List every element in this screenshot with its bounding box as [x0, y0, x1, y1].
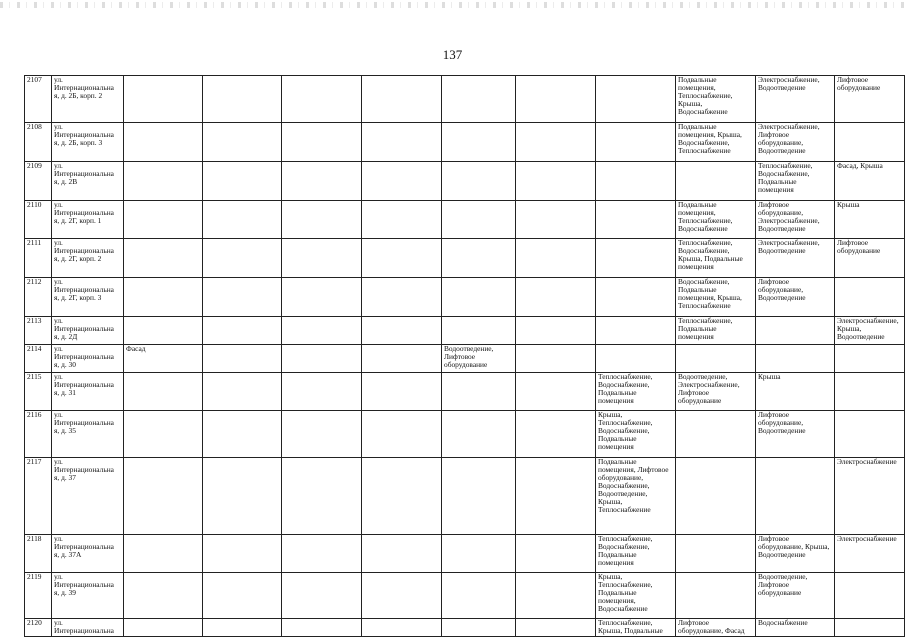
work-type-cell — [596, 278, 676, 317]
table-row — [25, 619, 905, 637]
work-type-cell — [124, 619, 203, 637]
work-type-cell — [203, 345, 282, 373]
address-cell: ул. Интернациональна — [52, 619, 124, 637]
work-type-cell — [362, 345, 442, 373]
address-cell: ул. Интернациональна я, д. 39 — [52, 573, 124, 619]
work-type-cell: Фасад — [124, 345, 203, 373]
work-type-cell — [282, 411, 362, 458]
row-number: 2116 — [25, 411, 52, 458]
work-type-cell: Лифтовое оборудование, Крыша, Водоотведение — [756, 535, 835, 573]
work-type-cell — [442, 317, 516, 345]
work-type-cell — [442, 573, 516, 619]
row-number: 2109 — [25, 162, 52, 201]
work-type-cell — [442, 123, 516, 162]
work-type-cell: Лифтовое оборудование, Электроснабжение, Водоотведение — [756, 201, 835, 239]
work-type-cell: Электроснабжение — [835, 535, 905, 573]
work-type-cell: Теплоснабжение, Водоснабжение, Подвальные помещения — [596, 535, 676, 573]
work-type-cell — [124, 317, 203, 345]
work-type-cell — [516, 162, 596, 201]
address-cell: ул. Интернациональна я, д. 2В — [52, 162, 124, 201]
work-type-cell — [516, 458, 596, 535]
address-cell: ул. Интернациональна я, д. 2Г, корп. 2 — [52, 239, 124, 278]
work-type-cell — [362, 201, 442, 239]
row-number: 2119 — [25, 573, 52, 619]
work-type-cell: Крыша, Теплоснабжение, Подвальные помещения, Водоснабжение — [596, 573, 676, 619]
work-type-cell: Электроснабжение, Крыша, Водоотведение — [835, 317, 905, 345]
work-type-cell — [596, 317, 676, 345]
address-cell: ул. Интернациональна я, д. 37 — [52, 458, 124, 535]
work-type-cell — [756, 458, 835, 535]
row-number: 2115 — [25, 373, 52, 411]
work-type-cell — [203, 458, 282, 535]
work-type-cell — [516, 123, 596, 162]
work-type-cell: Электроснабжение, Водоотведение — [756, 76, 835, 123]
work-type-cell — [596, 123, 676, 162]
row-number: 2107 — [25, 76, 52, 123]
work-type-cell — [676, 345, 756, 373]
address-cell: ул. Интернациональна я, д. 37А — [52, 535, 124, 573]
work-type-cell — [282, 239, 362, 278]
work-type-cell — [203, 535, 282, 573]
work-type-cell: Подвальные помещения, Лифтовое оборудование, Водоснабжение, Водоотведение, Крыша, Теплоснабжение — [596, 458, 676, 535]
work-type-cell — [124, 573, 203, 619]
work-type-cell: Электроснабжение, Лифтовое оборудование, Водоотведение — [756, 123, 835, 162]
address-cell: ул. Интернациональна я, д. 2Г, корп. 3 — [52, 278, 124, 317]
work-type-cell — [835, 278, 905, 317]
row-number: 2110 — [25, 201, 52, 239]
work-type-cell — [362, 373, 442, 411]
work-type-cell — [442, 201, 516, 239]
table-row — [25, 278, 905, 317]
work-type-cell — [282, 317, 362, 345]
work-type-cell — [516, 201, 596, 239]
work-type-cell — [203, 162, 282, 201]
work-type-cell — [516, 345, 596, 373]
work-type-cell — [124, 201, 203, 239]
address-cell: ул. Интернациональна я, д. 35 — [52, 411, 124, 458]
work-type-cell — [676, 162, 756, 201]
address-cell: ул. Интернациональна я, д. 2Г, корп. 1 — [52, 201, 124, 239]
work-type-cell: Лифтовое оборудование, Фасад — [676, 619, 756, 637]
row-number: 2114 — [25, 345, 52, 373]
work-type-cell — [442, 535, 516, 573]
work-type-cell — [124, 411, 203, 458]
table-row — [25, 239, 905, 278]
work-type-cell — [282, 458, 362, 535]
address-cell: ул. Интернациональна я, д. 30 — [52, 345, 124, 373]
work-type-cell: Электроснабжение — [835, 458, 905, 535]
work-type-cell — [124, 123, 203, 162]
work-type-cell — [124, 373, 203, 411]
scan-edge-noise — [0, 2, 905, 8]
work-type-cell — [362, 619, 442, 637]
work-type-cell — [676, 458, 756, 535]
work-type-cell — [596, 239, 676, 278]
work-type-cell: Теплоснабжение, Подвальные помещения — [676, 317, 756, 345]
work-type-cell — [516, 76, 596, 123]
table-row — [25, 411, 905, 458]
work-type-cell — [362, 535, 442, 573]
work-type-cell: Теплоснабжение, Водоснабжение, Подвальные помещения — [756, 162, 835, 201]
work-type-cell — [835, 345, 905, 373]
work-type-cell — [282, 123, 362, 162]
work-type-cell: Лифтовое оборудование — [835, 239, 905, 278]
work-type-cell — [442, 278, 516, 317]
work-type-cell — [676, 411, 756, 458]
repair-register-table — [24, 75, 905, 637]
work-type-cell — [516, 317, 596, 345]
table-row — [25, 373, 905, 411]
work-type-cell: Фасад, Крыша — [835, 162, 905, 201]
address-cell: ул. Интернациональна я, д. 2Д — [52, 317, 124, 345]
work-type-cell — [676, 573, 756, 619]
table-row — [25, 535, 905, 573]
work-type-cell — [124, 278, 203, 317]
work-type-cell — [362, 162, 442, 201]
work-type-cell: Крыша, Теплоснабжение, Водоснабжение, Подвальные помещения — [596, 411, 676, 458]
work-type-cell — [203, 619, 282, 637]
table-row — [25, 458, 905, 535]
work-type-cell — [516, 373, 596, 411]
row-number: 2113 — [25, 317, 52, 345]
work-type-cell: Водоснабжение — [756, 619, 835, 637]
work-type-cell — [442, 162, 516, 201]
work-type-cell — [516, 278, 596, 317]
work-type-cell — [835, 373, 905, 411]
work-type-cell — [124, 76, 203, 123]
work-type-cell: Теплоснабжение, Крыша, Подвальные — [596, 619, 676, 637]
work-type-cell — [442, 458, 516, 535]
table-row — [25, 201, 905, 239]
work-type-cell — [282, 373, 362, 411]
work-type-cell: Лифтовое оборудование — [835, 76, 905, 123]
work-type-cell — [835, 411, 905, 458]
work-type-cell — [835, 619, 905, 637]
work-type-cell — [362, 278, 442, 317]
address-cell: ул. Интернациональна я, д. 2Б, корп. 3 — [52, 123, 124, 162]
work-type-cell — [203, 239, 282, 278]
work-type-cell — [124, 535, 203, 573]
work-type-cell — [282, 278, 362, 317]
work-type-cell — [362, 317, 442, 345]
row-number: 2108 — [25, 123, 52, 162]
work-type-cell — [282, 162, 362, 201]
work-type-cell — [282, 345, 362, 373]
work-type-cell: Водоотведение, Лифтовое оборудование — [442, 345, 516, 373]
work-type-cell — [596, 345, 676, 373]
work-type-cell — [442, 239, 516, 278]
row-number: 2111 — [25, 239, 52, 278]
work-type-cell — [203, 201, 282, 239]
table-row — [25, 76, 905, 123]
row-number: 2118 — [25, 535, 52, 573]
work-type-cell — [282, 619, 362, 637]
row-number: 2120 — [25, 619, 52, 637]
work-type-cell — [516, 239, 596, 278]
work-type-cell — [516, 573, 596, 619]
work-type-cell — [442, 411, 516, 458]
address-cell: ул. Интернациональна я, д. 2Б, корп. 2 — [52, 76, 124, 123]
work-type-cell — [362, 411, 442, 458]
work-type-cell — [124, 239, 203, 278]
work-type-cell: Подвальные помещения, Теплоснабжение, Водоснабжение — [676, 201, 756, 239]
work-type-cell — [203, 373, 282, 411]
work-type-cell — [442, 373, 516, 411]
work-type-cell — [596, 76, 676, 123]
table-row — [25, 573, 905, 619]
work-type-cell — [203, 278, 282, 317]
work-type-cell — [516, 535, 596, 573]
work-type-cell — [203, 123, 282, 162]
work-type-cell: Электроснабжение, Водоотведение — [756, 239, 835, 278]
table-row — [25, 317, 905, 345]
work-type-cell — [362, 458, 442, 535]
work-type-cell: Крыша — [835, 201, 905, 239]
work-type-cell: Подвальные помещения, Теплоснабжение, Крыша, Водоснабжение — [676, 76, 756, 123]
work-type-cell — [203, 317, 282, 345]
table-row — [25, 345, 905, 373]
work-type-cell — [516, 619, 596, 637]
work-type-cell — [676, 535, 756, 573]
work-type-cell: Водоотведение, Электроснабжение, Лифтовое оборудование — [676, 373, 756, 411]
work-type-cell — [516, 411, 596, 458]
work-type-cell — [835, 573, 905, 619]
work-type-cell: Лифтовое оборудование, Водоотведение — [756, 278, 835, 317]
work-type-cell — [362, 573, 442, 619]
work-type-cell — [362, 239, 442, 278]
work-type-cell — [596, 162, 676, 201]
work-type-cell: Крыша — [756, 373, 835, 411]
work-type-cell — [124, 458, 203, 535]
work-type-cell — [756, 317, 835, 345]
work-type-cell: Водоотведение, Лифтовое оборудование — [756, 573, 835, 619]
work-type-cell — [282, 535, 362, 573]
work-type-cell — [282, 573, 362, 619]
work-type-cell — [203, 76, 282, 123]
work-type-cell: Лифтовое оборудование, Водоотведение — [756, 411, 835, 458]
work-type-cell — [756, 345, 835, 373]
work-type-cell — [362, 76, 442, 123]
row-number: 2112 — [25, 278, 52, 317]
work-type-cell — [362, 123, 442, 162]
work-type-cell — [442, 76, 516, 123]
table-row — [25, 162, 905, 201]
work-type-cell: Теплоснабжение, Водоснабжение, Подвальные помещения — [596, 373, 676, 411]
work-type-cell: Подвальные помещения, Крыша, Водоснабжение, Теплоснабжение — [676, 123, 756, 162]
work-type-cell: Теплоснабжение, Водоснабжение, Крыша, Подвальные помещения — [676, 239, 756, 278]
work-type-cell — [203, 573, 282, 619]
work-type-cell — [835, 123, 905, 162]
work-type-cell: Водоснабжение, Подвальные помещения, Крыша, Теплоснабжение — [676, 278, 756, 317]
address-cell: ул. Интернациональна я, д. 31 — [52, 373, 124, 411]
work-type-cell — [282, 76, 362, 123]
work-type-cell — [596, 201, 676, 239]
table-row — [25, 123, 905, 162]
work-type-cell — [442, 619, 516, 637]
page-number: 137 — [442, 47, 463, 62]
work-type-cell — [124, 162, 203, 201]
work-type-cell — [282, 201, 362, 239]
work-type-cell — [203, 411, 282, 458]
row-number: 2117 — [25, 458, 52, 535]
